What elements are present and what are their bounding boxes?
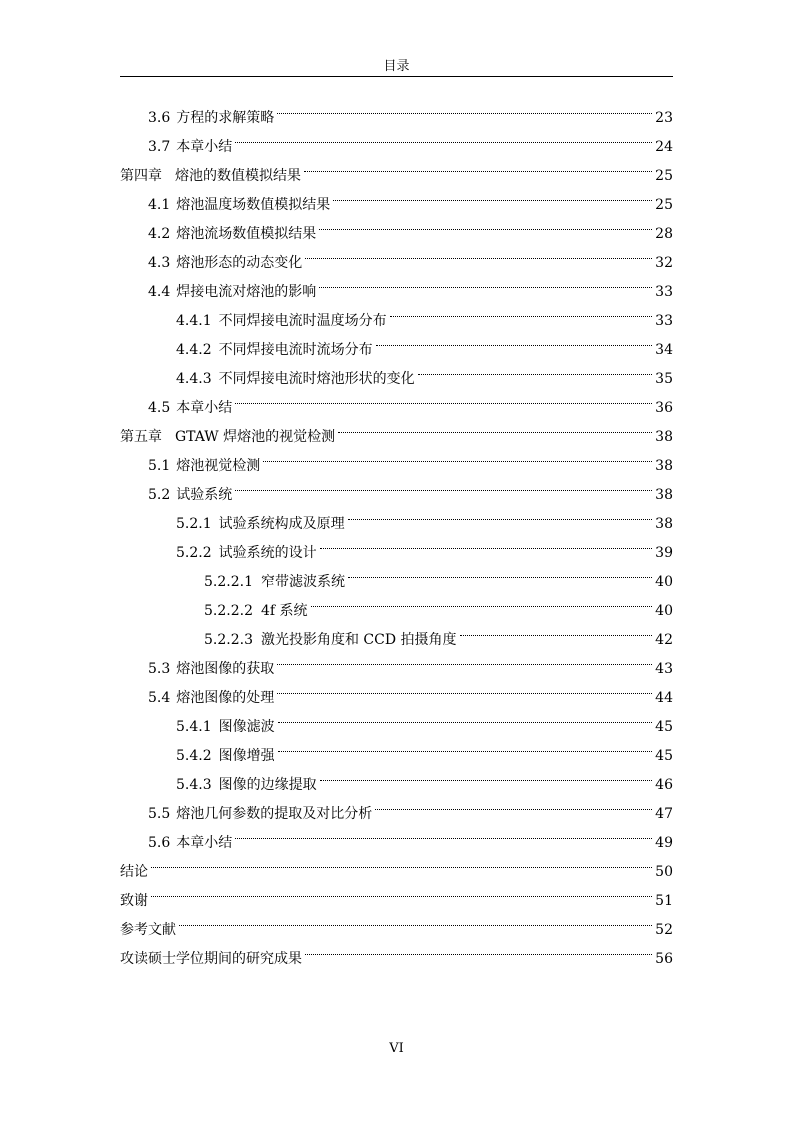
toc-entry-number: 4.1: [148, 197, 171, 213]
toc-entry-title: 熔池图像的获取: [176, 661, 275, 677]
toc-entry[interactable]: [120, 905, 673, 938]
toc-entry-title: 熔池几何参数的提取及对比分析: [176, 806, 373, 822]
toc-entry-page: 32: [655, 255, 673, 271]
toc-entry-page: 45: [655, 719, 673, 735]
toc-entry-page: 25: [655, 197, 673, 213]
toc-entry-page: 39: [655, 545, 673, 561]
toc-entry-title: 本章小结: [176, 139, 233, 155]
toc-entry-number: 4.5: [148, 400, 171, 416]
toc-entry-page: 36: [655, 400, 673, 416]
toc-entry-page: 25: [655, 168, 673, 184]
toc-entry-page: 38: [655, 487, 673, 503]
toc-leader-dots: [277, 644, 652, 673]
toc-entry-page: 43: [655, 661, 673, 677]
toc-entry-number: 5.2.2.1: [204, 574, 253, 590]
toc-leader-dots: [235, 383, 652, 412]
toc-entry-number: 4.4: [148, 284, 171, 300]
toc-entry-title: 熔池温度场数值模拟结果: [176, 197, 331, 213]
toc-entry-title: 本章小结: [176, 835, 233, 851]
page-number: VI: [389, 1041, 404, 1056]
toc-entry-page: 40: [655, 574, 673, 590]
toc-entry-number: 5.2.1: [176, 516, 212, 532]
toc-entry-page: 40: [655, 603, 673, 619]
toc-entry-number: 3.6: [148, 110, 171, 126]
toc-leader-dots: [263, 441, 652, 470]
toc-entry-number: 4.4.3: [176, 371, 212, 387]
toc-entry-page: 38: [655, 516, 673, 532]
toc-entry-number: 3.7: [148, 139, 171, 155]
toc-entry-title: 本章小结: [176, 400, 233, 416]
toc-entry-page: 35: [655, 371, 673, 387]
toc-entry-number: 5.2: [148, 487, 171, 503]
toc-entry-number: 5.1: [148, 458, 171, 474]
toc-leader-dots: [235, 122, 652, 151]
toc-entry-title: 不同焊接电流时温度场分布: [218, 313, 387, 329]
toc-entry-page: 38: [655, 429, 673, 445]
toc-entry-title: 致谢: [120, 893, 148, 909]
toc-leader-dots: [348, 499, 653, 528]
toc-entry-page: 38: [655, 458, 673, 474]
toc-leader-dots: [319, 267, 652, 296]
toc-leader-dots: [179, 905, 652, 934]
toc-entry-title: 熔池的数值模拟结果: [175, 168, 301, 184]
toc-entry-page: 56: [655, 951, 673, 967]
toc-entry-number: 4.3: [148, 255, 171, 271]
toc-entry-title: 试验系统: [176, 487, 233, 503]
toc-entry-page: 33: [655, 313, 673, 329]
toc-leader-dots: [348, 557, 652, 586]
toc-entry-title: 试验系统的设计: [218, 545, 317, 561]
toc-entry-title: GTAW 焊熔池的视觉检测: [175, 429, 336, 445]
toc-entry[interactable]: [120, 644, 673, 677]
toc-entry-title: 结论: [120, 864, 148, 880]
toc-leader-dots: [235, 818, 652, 847]
toc-leader-dots: [320, 528, 653, 557]
toc-entry[interactable]: [120, 586, 673, 619]
page-header-title: 目录: [383, 59, 410, 74]
toc-entry-title: 不同焊接电流时熔池形状的变化: [218, 371, 415, 387]
header-divider: [120, 76, 673, 77]
toc-entry-number: 5.4.2: [176, 748, 212, 764]
toc-entry-number: 第五章: [120, 429, 162, 445]
toc-entry-title: 图像的边缘提取: [218, 777, 317, 793]
toc-entry-number: 第四章: [120, 168, 162, 184]
toc-entry-title: 试验系统构成及原理: [218, 516, 345, 532]
toc-leader-dots: [277, 93, 652, 122]
toc-leader-dots: [235, 470, 652, 499]
toc-entry-page: 44: [655, 690, 673, 706]
toc-entry[interactable]: [120, 847, 673, 880]
toc-entry-number: 5.5: [148, 806, 171, 822]
toc-entry-page: 47: [655, 806, 673, 822]
toc-entry-number: 5.6: [148, 835, 171, 851]
toc-leader-dots: [376, 325, 653, 354]
toc-entry-page: 45: [655, 748, 673, 764]
toc-entry-title: 攻读硕士学位期间的研究成果: [120, 951, 302, 967]
toc-entry-title: 熔池图像的处理: [176, 690, 275, 706]
toc-entry-number: 5.4: [148, 690, 171, 706]
toc-entry-number: 5.4.1: [176, 719, 212, 735]
toc-leader-dots: [319, 209, 652, 238]
toc-entry-page: 33: [655, 284, 673, 300]
toc-entry[interactable]: [120, 934, 673, 967]
toc-entry[interactable]: [120, 876, 673, 909]
toc-entry-page: 52: [655, 922, 673, 938]
toc-entry-page: 23: [655, 110, 673, 126]
toc-entry-title: 参考文献: [120, 922, 176, 938]
toc-entry-page: 28: [655, 226, 673, 242]
toc-entry-title: 不同焊接电流时流场分布: [218, 342, 373, 358]
toc-entry[interactable]: [120, 615, 673, 648]
toc-leader-dots: [278, 731, 653, 760]
toc-entry-page: 51: [655, 893, 673, 909]
toc-entry-number: 5.2.2.3: [204, 632, 253, 648]
toc-entry-title: 图像滤波: [218, 719, 275, 735]
toc-leader-dots: [390, 296, 653, 325]
table-of-contents: [120, 93, 673, 967]
toc-entry-number: 4.2: [148, 226, 171, 242]
toc-leader-dots: [151, 876, 652, 905]
toc-entry-title: 焊接电流对熔池的影响: [176, 284, 317, 300]
toc-leader-dots: [305, 238, 652, 267]
toc-leader-dots: [375, 789, 652, 818]
toc-leader-dots: [460, 615, 653, 644]
toc-entry-number: 4.4.1: [176, 313, 212, 329]
toc-entry-title: 熔池流场数值模拟结果: [176, 226, 317, 242]
toc-leader-dots: [333, 180, 652, 209]
toc-entry-title: 熔池形态的动态变化: [176, 255, 303, 271]
toc-entry-title: 熔池视觉检测: [176, 458, 261, 474]
toc-entry-number: 5.2.2: [176, 545, 212, 561]
toc-entry-title: 激光投影角度和 CCD 拍摄角度: [260, 632, 457, 648]
toc-leader-dots: [320, 760, 653, 789]
toc-entry-page: 42: [655, 632, 673, 648]
toc-leader-dots: [151, 847, 652, 876]
toc-entry-page: 50: [655, 864, 673, 880]
toc-leader-dots: [338, 412, 652, 441]
toc-entry-number: 5.3: [148, 661, 171, 677]
toc-entry-title: 窄带滤波系统: [260, 574, 345, 590]
toc-entry-title: 方程的求解策略: [176, 110, 275, 126]
toc-entry-number: 5.2.2.2: [204, 603, 253, 619]
toc-entry-title: 图像增强: [218, 748, 275, 764]
toc-entry[interactable]: [120, 93, 673, 126]
toc-entry-page: 34: [655, 342, 673, 358]
toc-leader-dots: [278, 702, 653, 731]
toc-leader-dots: [418, 354, 653, 383]
toc-leader-dots: [311, 586, 653, 615]
toc-leader-dots: [305, 934, 652, 963]
toc-entry-page: 49: [655, 835, 673, 851]
toc-leader-dots: [277, 673, 652, 702]
toc-leader-dots: [304, 151, 652, 180]
toc-entry-page: 24: [655, 139, 673, 155]
toc-entry-number: 5.4.3: [176, 777, 212, 793]
toc-entry-page: 46: [655, 777, 673, 793]
toc-entry-number: 4.4.2: [176, 342, 212, 358]
toc-entry-title: 4f 系统: [260, 603, 308, 619]
